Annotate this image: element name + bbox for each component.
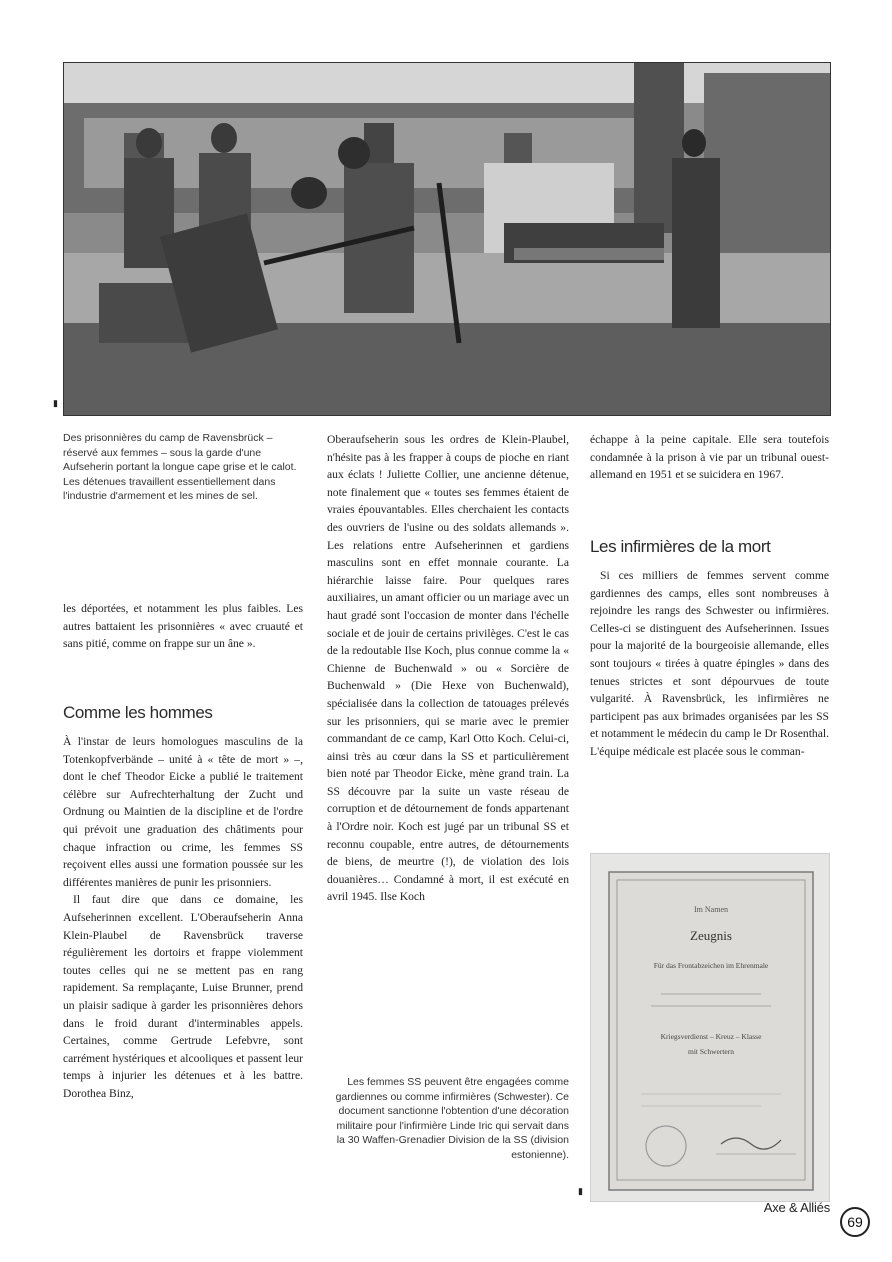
- column-1: [63, 600, 303, 653]
- column-3-intro: [590, 431, 829, 484]
- doc-caption-block: [327, 1075, 569, 1163]
- column-3-body: [590, 567, 829, 761]
- heading-infirmieres: Les infirmières de la mort: [590, 537, 771, 556]
- magazine-brand: Axe & Alliés: [763, 1200, 830, 1215]
- document-line-4: Kriegsverdienst – Kreuz – Klasse: [660, 1032, 762, 1041]
- section-heading-1: [63, 703, 303, 723]
- doc-caption: Les femmes SS peuvent être engagées comme gardiennes ou comme infirmières (Schwester). Ce document sanctionne l'obtention d'une décoration militaire pour l'infirmière Linde Iric qui servait dans la 30 Waffen-Grenadier Division de la SS (division estonienne).: [335, 1076, 569, 1161]
- camp-photo: [63, 62, 831, 416]
- document-line-5: mit Schwertern: [687, 1047, 735, 1056]
- column-2: [327, 431, 569, 906]
- photo-credit-mark: ▮: [53, 398, 58, 408]
- col1-intro: les déportées, et notamment les plus faibles. Les autres battaient les prisonnières « avec cruauté et sans pitié, comme on frappe sur un âne ».: [63, 602, 303, 651]
- document-line-3: Für das Frontabzeichen im Ehrenmale: [653, 961, 769, 970]
- col3-paragraph: Si ces milliers de femmes servent comme gardiennes des camps, elles sont nombreuses à rejoindre les rangs des Schwester ou infirmières. Celles-ci se distinguent des Aufseherinnen. Issues pour la majorité de la bourgeoisie allemande, elles sont toujours « tirées à quatre épingles » dans des tenues strictes et sont dépourvues de toute vulgarité. À Ravensbrück, les infirmières ne participent pas aux brimades organisées par les SS et notamment le médecin du camp le Dr Rosenthal. L'équipe médicale est placée sous le comman-: [590, 569, 829, 758]
- photo-caption: Des prisonnières du camp de Ravensbrück – réservé aux femmes – sous la garde d'une Aufseherin portant la longue cape grise et le calot. Les détenues travaillent essentiellement dans l'industrie d'armement et les mines de sel.: [63, 432, 297, 503]
- photo-caption-block: [63, 431, 303, 504]
- col3-intro: échappe à la peine capitale. Elle sera toutefois condamnée à la prison à vie par un tribunal ouest-allemand en 1951 et se suicidera en 1967.: [590, 433, 829, 482]
- section-heading-2: [590, 537, 829, 557]
- document-line-1: Im Namen: [694, 905, 728, 914]
- certificate-photo: [590, 853, 830, 1202]
- column-1-body: [63, 733, 303, 1102]
- col1-paragraph: Il faut dire que dans ce domaine, les Aufseherinnen excellent. L'Oberaufseherin Anna Klein-Plaubel de Ravensbrück traverse régulièrement les dortoirs et frappe violemment toutes celles qui ne se mettent pas en rang rapidement. Sa remplaçante, Luise Brunner, prend un plaisir sadique à garder les prisonnières dehors dans le froid durant d'interminables appels. Certaines, comme Gertrude Lefebvre, sont carrément hystériques et alcooliques et passent leur temps à injurier les détenues et à les battre. Dorothea Binz,: [63, 893, 303, 1100]
- col2-paragraph: Oberaufseherin sous les ordres de Klein-Plaubel, n'hésite pas à les frapper à coups de pioche en riant aux éclats ! Juliette Collier, une ancienne détenue, note finalement que « toutes ses femmes étaient de vraies épouvantables. Elles cherchaient les contacts des ouvriers de l'usine ou des soldats allemands ». Les relations entre Aufseherinnen et gardiens masculins sont en effet monnaie courante. La hiérarchie laisse faire. Pour quelques rares auxiliaires, un amant officier ou un mariage avec un haut gradé sont l'occasion de monter dans l'échelle sociale et de jouir de certains privilèges. C'est le cas de la redoutable Ilse Koch, plus connue comme la « Chienne de Buchenwald » ou « Sorcière de Buchenwald » (Die Hexe von Buchenwald), spécialisée dans la collection de tatouages prélevés sur les prisonniers, qui se marie avec le premier commandant de ce camp, Karl Otto Koch. Celui-ci, ainsi très au cœur dans la SS et particulièrement bien noté par Theodor Eicke, mène grand train. La SS découvre par la suite un vaste réseau de corruption et de détournement de fonds appartenant à l'Ordre noir. Koch est jugé par un tribunal SS et reconnu coupable, entre autres, de détournements de biens, de meurtre (!), de violation des lois douanières… Condamné à mort, il est exécuté en avril 1945. Ilse Koch: [327, 433, 569, 904]
- page-number: 69: [840, 1207, 870, 1237]
- doc-credit-mark: ▮: [578, 1186, 583, 1196]
- heading-comme-les-hommes: Comme les hommes: [63, 703, 213, 722]
- col1-paragraph: À l'instar de leurs homologues masculins de la Totenkopfverbände – unité à « tête de mort » –, dont le chef Theodor Eicke a publié le traitement célèbre sur Aufrechterhaltung der Zucht und Ordnung ou Maintien de la discipline et de l'ordre qui prévoit une graduation des châtiments pour chaque infraction ou crime, les femmes SS reçoivent elles aussi une formation poussée sur les différentes manières de punir les prisonniers.: [63, 735, 303, 889]
- document-line-2: Zeugnis: [690, 928, 732, 943]
